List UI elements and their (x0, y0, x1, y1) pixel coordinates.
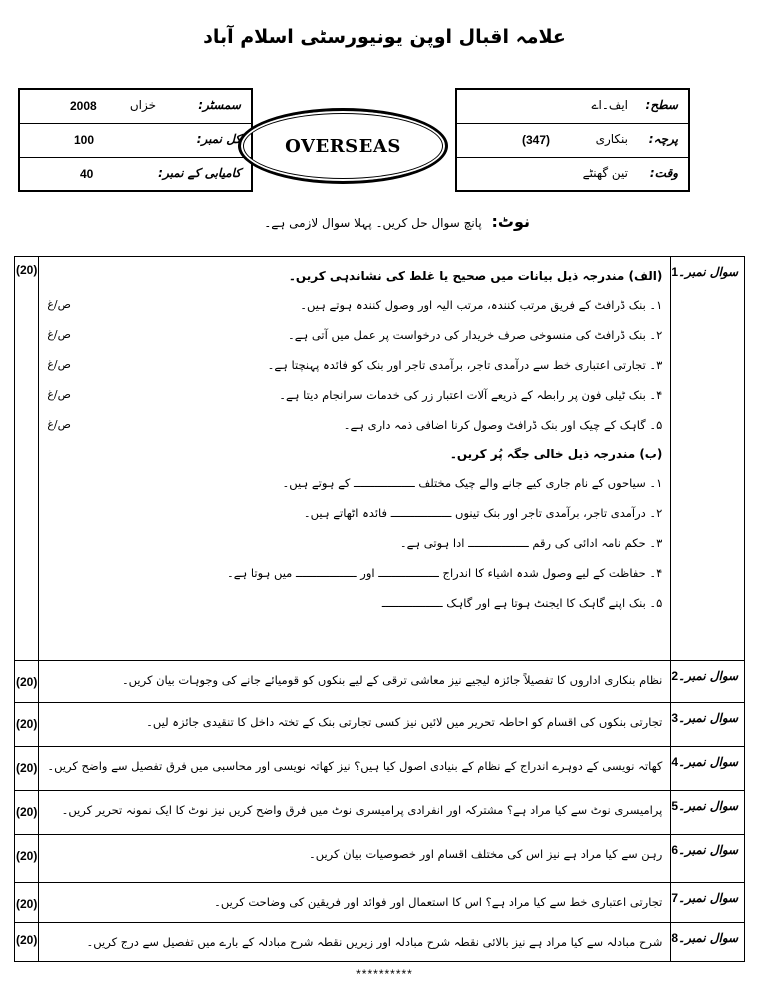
fill-blank-item: ۳۔ حکم نامہ ادائی کی رقم ــــــــــــــــــ ادا ہوتی ہے۔ (399, 536, 663, 550)
exam-info-box-left (18, 88, 253, 192)
question-row-5 (15, 791, 745, 835)
question-row-4 (15, 747, 745, 791)
total-marks-value: 100 (74, 133, 95, 147)
question-body: تجارتی بنکوں کی اقسام کو احاطہ تحریر میں لائیں نیز کسی تجارتی بنک کے تختہ داخل کا تنقیدی جائزہ لیں۔ (39, 703, 671, 747)
question-number: سوال نمبر۔7 (671, 883, 745, 923)
instruction-note (230, 212, 530, 231)
paper-label: پرچہ: (648, 132, 678, 146)
question-marks: (20) (15, 883, 39, 923)
true-false-item: ۱۔ بنک ڈرافٹ کے فریق مرتب کنندہ، مرتب الیہ اور وصول کنندہ ہوتے ہیں۔ ص/غ (47, 291, 662, 321)
question-row-7 (15, 883, 745, 923)
question-row-8 (15, 923, 745, 962)
true-false-option: ص/غ (47, 418, 71, 431)
question-number: سوال نمبر۔8 (671, 923, 745, 962)
question-row-1 (15, 257, 745, 661)
question-marks: (20) (15, 923, 39, 962)
question-body: کھاتہ نویسی کے دوہرے اندراج کے نظام کے بنیادی اصول کیا ہیں؟ نیز کھاتہ نویسی اور محاسبی میں فرق تفصیل سے واضح کریں۔ (39, 747, 671, 791)
end-of-paper-marker: ********** (356, 967, 413, 981)
question-row-3 (15, 703, 745, 747)
fill-blank-item: ۱۔ سیاحوں کے نام جاری کیے جانے والے چیک مختلف ــــــــــــــــــ کے ہوتے ہیں۔ (282, 476, 663, 490)
question-body: رہن سے کیا مراد ہے نیز اس کی مختلف اقسام اور خصوصیات بیان کریں۔ (39, 835, 671, 883)
total-marks-label: کل نمبر: (196, 132, 241, 146)
part-b-heading: (ب) مندرجہ ذیل خالی جگہ پُر کریں۔ (449, 447, 663, 461)
pass-marks-label: کامیابی کے نمبر: (158, 166, 241, 180)
question-body: تجارتی اعتباری خط سے کیا مراد ہے؟ اس کا استعمال اور فوائد اور فریقین کی وضاحت کریں۔ (39, 883, 671, 923)
question-number: سوال نمبر۔1 (671, 257, 745, 661)
true-false-option: ص/غ (47, 358, 71, 371)
question-number: سوال نمبر۔6 (671, 835, 745, 883)
question-marks: (20) (15, 257, 39, 661)
question-body: نظام بنکاری اداروں کا تفصیلاً جائزہ لیجیے نیز معاشی ترقی کے لیے بنکوں کو قومیائے جانے کی وجوہات بیان کریں۔ (39, 661, 671, 703)
semester-row (20, 90, 251, 124)
semester-year: 2008 (70, 99, 97, 113)
fill-blank-item: ۴۔ حفاظت کے لیے وصول شدہ اشیاء کا اندراج ــــــــــــــــــ اور ــــــــــــــــــ میں ہوتا ہے۔ (227, 566, 663, 580)
pass-marks-row (20, 158, 251, 192)
question-row-6 (15, 835, 745, 883)
questions-table (14, 256, 745, 962)
true-false-item: ۲۔ بنک ڈرافٹ کی منسوخی صرف خریدار کی درخواست پر عمل میں آتی ہے۔ ص/غ (47, 321, 662, 351)
question-number: سوال نمبر۔4 (671, 747, 745, 791)
exam-info-box-right (455, 88, 690, 192)
time-row (457, 158, 688, 192)
overseas-badge-text: OVERSEAS (285, 135, 401, 157)
true-false-option: ص/غ (47, 298, 71, 311)
question-marks: (20) (15, 835, 39, 883)
question-marks: (20) (15, 661, 39, 703)
level-label: سطح: (645, 98, 678, 112)
true-false-item: ۵۔ گاہک کے چیک اور بنک ڈرافٹ وصول کرنا اضافی ذمہ داری ہے۔ ص/غ (47, 411, 662, 441)
question-marks: (20) (15, 703, 39, 747)
question-body (39, 257, 671, 661)
question-number: سوال نمبر۔5 (671, 791, 745, 835)
true-false-item: ۳۔ تجارتی اعتباری خط سے درآمدی تاجر، برآمدی تاجر اور بنک کو فائدہ پہنچتا ہے۔ ص/غ (47, 351, 662, 381)
question-body: پرامیسری نوٹ سے کیا مراد ہے؟ مشترکہ اور انفرادی پرامیسری نوٹ میں فرق واضح کریں نیز نوٹ کا ایک نمونہ تحریر کریں۔ (39, 791, 671, 835)
time-value: تین گھنٹے (582, 166, 628, 180)
semester-label: سمسٹر: (198, 98, 241, 112)
question-marks: (20) (15, 791, 39, 835)
note-text: پانچ سوال حل کریں۔ پہلا سوال لازمی ہے۔ (264, 216, 482, 230)
fill-blank-item: ۵۔ بنک اپنے گاہک کا ایجنٹ ہوتا ہے اور گاہک ــــــــــــــــــ (381, 596, 663, 610)
paper-code: (347) (522, 133, 551, 147)
fill-blank-item: ۲۔ درآمدی تاجر، برآمدی تاجر اور بنک تینوں ــــــــــــــــــ فائدہ اٹھاتے ہیں۔ (303, 506, 663, 520)
question-marks: (20) (15, 747, 39, 791)
question-body: شرح مبادلہ سے کیا مراد ہے نیز بالائی نقطہ شرح مبادلہ اور زیریں نقطہ شرح مبادلہ کے بارے میں تفصیل سے درج کریں۔ (39, 923, 671, 962)
question-row-2 (15, 661, 745, 703)
university-title: علامہ اقبال اوپن یونیورسٹی اسلام آباد (203, 26, 566, 48)
time-label: وقت: (649, 166, 678, 180)
question-number: سوال نمبر۔3 (671, 703, 745, 747)
level-value: ایف۔اے (591, 98, 628, 112)
question-number: سوال نمبر۔2 (671, 661, 745, 703)
true-false-option: ص/غ (47, 328, 71, 341)
pass-marks-value: 40 (80, 167, 94, 181)
true-false-item: ۴۔ بنک ٹیلی فون پر رابطہ کے ذریعے آلات اعتبار زر کی خدمات سرانجام دیتا ہے۔ ص/غ (47, 381, 662, 411)
overseas-badge (238, 108, 448, 184)
note-label: نوٹ: (491, 212, 530, 231)
part-a-heading: (الف) مندرجہ ذیل بیانات میں صحیح یا غلط کی نشاندہی کریں۔ (288, 269, 663, 283)
semester-value: خزاں (129, 98, 156, 112)
total-marks-row (20, 124, 251, 158)
true-false-option: ص/غ (47, 388, 71, 401)
paper-row (457, 124, 688, 158)
level-row (457, 90, 688, 124)
paper-value: بنکاری (595, 132, 628, 146)
